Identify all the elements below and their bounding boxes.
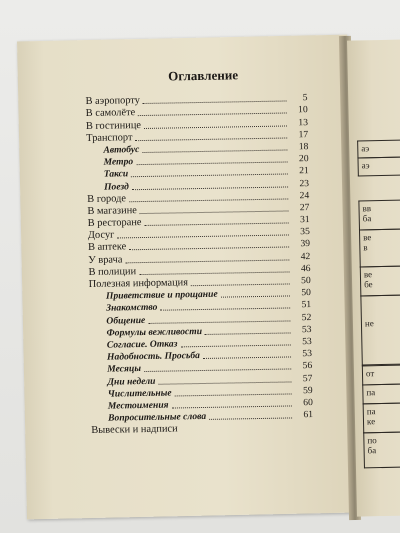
toc-entry-label: Досуг <box>87 229 115 242</box>
dot-leader <box>160 307 290 311</box>
dot-leader <box>136 161 287 166</box>
dot-leader <box>140 209 289 214</box>
right-fragment-box <box>359 228 400 267</box>
right-fragment-box <box>360 265 400 296</box>
toc-entry-label: Полезная информация <box>88 277 189 290</box>
right-fragment: по <box>367 435 377 446</box>
right-fragment: ба <box>367 445 377 456</box>
toc-entry-label: У врача <box>88 254 123 266</box>
right-fragment: бе <box>364 279 373 290</box>
table-of-contents <box>85 66 313 437</box>
toc-entry-label: Формулы вежливости <box>106 325 203 339</box>
right-fragment: ве <box>363 269 373 280</box>
toc-page-number: 31 <box>299 214 310 226</box>
toc-entry-label: Согласие. Отказ <box>106 338 178 351</box>
dot-leader <box>144 222 288 227</box>
right-fragment: аэ <box>361 143 370 154</box>
toc-page-number: 53 <box>301 323 312 336</box>
right-fragment-box <box>362 364 400 385</box>
toc-entry-label: Автобус <box>103 144 140 156</box>
toc-page-number: 56 <box>302 360 313 372</box>
toc-page-number: 42 <box>300 250 311 262</box>
toc-page-number: 52 <box>301 311 312 323</box>
toc-entry-label: Вопросительные слова <box>107 411 207 424</box>
dot-leader <box>131 173 288 178</box>
right-fragment: вв <box>362 203 372 214</box>
right-fragment-box <box>362 383 400 404</box>
dot-leader <box>142 148 287 153</box>
dot-leader <box>138 112 287 117</box>
dot-leader <box>221 295 290 298</box>
toc-entry-label: В аэропорту <box>85 95 141 108</box>
toc-page-number: 53 <box>302 348 313 360</box>
toc-entry-label: Вывески и надписи <box>91 423 178 437</box>
dot-leader <box>139 270 289 275</box>
right-fragment: па <box>366 387 376 398</box>
toc-entry-label: Транспорт <box>86 131 133 144</box>
dot-leader <box>144 124 287 128</box>
toc-page-number: 18 <box>298 141 309 153</box>
right-fragment-box <box>363 402 400 433</box>
right-fragment-box <box>358 199 400 230</box>
dot-leader <box>191 282 290 286</box>
dot-leader <box>143 100 287 105</box>
toc-page-number: 21 <box>299 165 309 177</box>
right-fragment: ве <box>363 232 372 243</box>
dot-leader <box>175 392 292 396</box>
right-fragment-box <box>363 431 400 468</box>
toc-entry-label: Месяцы <box>107 363 142 375</box>
toc-entry-label: В самолёте <box>85 107 136 120</box>
dot-leader <box>117 234 289 239</box>
right-fragment: ке <box>366 416 376 427</box>
toc-page-number: 50 <box>301 275 311 287</box>
dot-leader <box>136 136 288 141</box>
dot-leader <box>129 197 288 202</box>
dot-leader <box>180 343 290 347</box>
dot-leader <box>132 185 288 190</box>
toc-page-number: 5 <box>302 92 308 104</box>
booklet-right-page <box>347 39 400 516</box>
dot-leader <box>209 417 292 420</box>
toc-page-number: 60 <box>303 396 313 409</box>
toc-entry-label: Дни недели <box>107 375 156 388</box>
right-fragment: от <box>365 368 375 379</box>
toc-entry-label: Надобность. Просьба <box>106 350 201 363</box>
toc-entry-label: Такси <box>103 168 129 180</box>
toc-page-number: 51 <box>301 299 312 311</box>
toc-title: Оглавление <box>168 67 239 84</box>
dot-leader <box>181 430 293 433</box>
right-fragment: па <box>366 406 376 417</box>
toc-entry-label: В магазине <box>87 204 137 217</box>
toc-entry-label: Поезд <box>103 180 129 193</box>
toc-entry-label: В городе <box>87 192 127 205</box>
right-fragment: аэ <box>361 160 370 171</box>
dot-leader <box>203 356 291 360</box>
right-fragment-box <box>357 139 400 158</box>
toc-page-number: 46 <box>300 262 311 275</box>
toc-page-number: 59 <box>302 384 313 396</box>
toc-page-number: 61 <box>303 409 314 421</box>
right-fragment-box <box>360 294 400 365</box>
toc-page-number: 50 <box>301 287 312 299</box>
toc-entry-label: В полиции <box>88 265 137 278</box>
toc-page-number: 23 <box>299 177 310 189</box>
toc-entry-label: Числительные <box>107 387 172 400</box>
toc-page-number: 53 <box>302 336 312 348</box>
toc-page-number: 13 <box>298 116 309 128</box>
toc-list <box>85 92 313 437</box>
dot-leader <box>172 404 292 408</box>
dot-leader <box>125 258 289 263</box>
toc-page-number: 10 <box>298 104 308 116</box>
toc-page-number: 39 <box>300 238 311 250</box>
toc-page-number: 35 <box>300 226 310 238</box>
toc-entry-label: Знакомство <box>106 302 158 315</box>
toc-page-number: 17 <box>298 128 309 141</box>
right-fragment: в <box>363 242 368 253</box>
toc-entry-label: Местоимения <box>107 399 169 412</box>
toc-page-number: 27 <box>299 201 310 214</box>
right-fragment: не <box>364 318 374 329</box>
toc-entry-label: Приветствие и прощание <box>105 288 218 302</box>
right-fragment-box <box>357 156 400 176</box>
toc-entry-label: Метро <box>103 156 134 168</box>
toc-entry-label: Общение <box>106 314 146 327</box>
toc-entry-label: В гостинице <box>85 119 142 132</box>
right-fragment: ба <box>362 213 372 224</box>
dot-leader <box>205 331 291 334</box>
dot-leader <box>158 380 291 384</box>
toc-page-number: 24 <box>299 189 310 201</box>
dot-leader <box>129 246 289 251</box>
dot-leader <box>144 368 291 373</box>
toc-entry-label: В аптеке <box>88 241 127 254</box>
toc-page-number: 20 <box>298 153 309 165</box>
dot-leader <box>148 319 290 323</box>
toc-entry-label: В ресторане <box>87 217 142 230</box>
toc-page-number: 57 <box>302 372 313 384</box>
